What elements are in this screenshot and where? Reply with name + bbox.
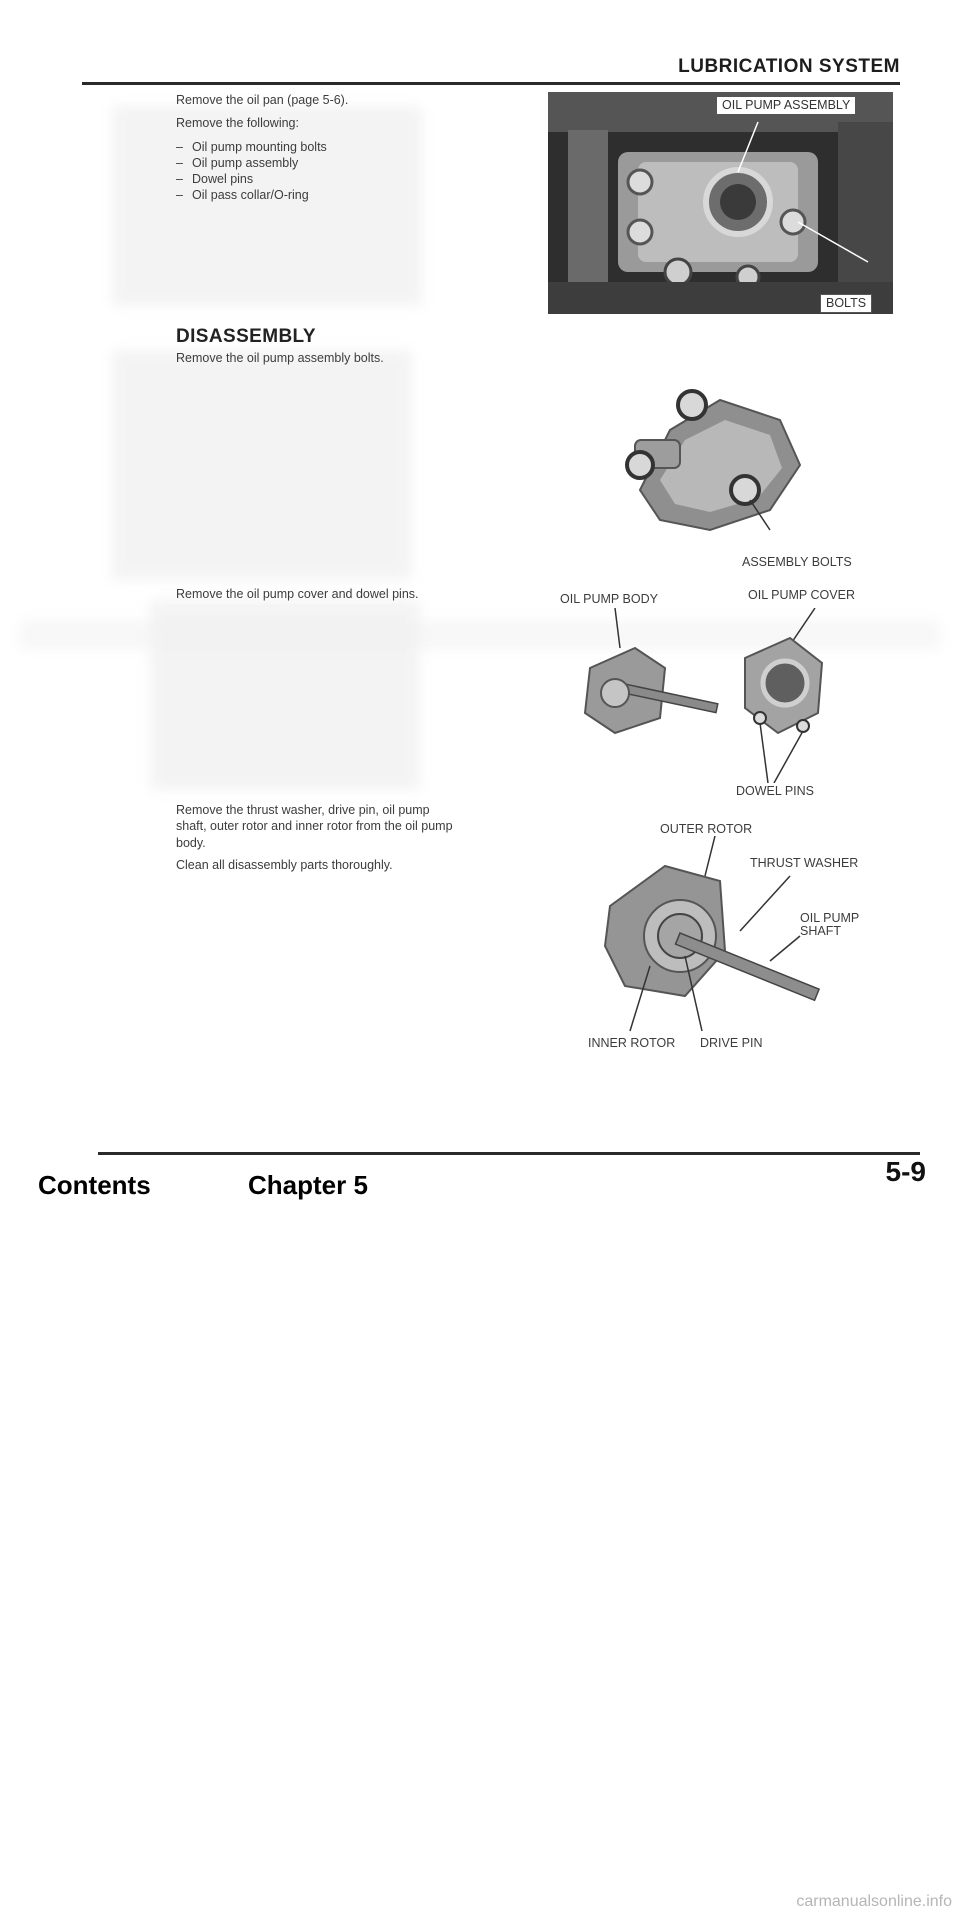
- disassembly-heading: DISASSEMBLY: [176, 326, 316, 347]
- label-thrust-washer: THRUST WASHER: [750, 856, 859, 870]
- list-item: – Oil pass collar/O-ring: [176, 187, 506, 203]
- label-assembly-bolts: ASSEMBLY BOLTS: [742, 555, 852, 569]
- step4-line3: body.: [176, 835, 206, 850]
- oil-pump-assembly-photo: [548, 92, 893, 314]
- header-rule: [82, 82, 900, 85]
- step3-text: Remove the oil pump cover and dowel pins.: [176, 587, 419, 601]
- engine-photo-illustration: [548, 92, 893, 314]
- callout-oil-pump-assembly: OIL PUMP ASSEMBLY: [716, 96, 856, 115]
- scan-smudge: [112, 350, 412, 580]
- assembly-bolts-figure: [600, 370, 820, 545]
- step4-text: [176, 802, 556, 873]
- list-item: – Oil pump mounting bolts: [176, 139, 506, 155]
- label-outer-rotor: OUTER ROTOR: [660, 822, 753, 836]
- step2-text: Remove the oil pump assembly bolts.: [176, 351, 384, 365]
- page-number: 5-9: [885, 1156, 926, 1187]
- chapter-link[interactable]: Chapter 5: [248, 1170, 368, 1200]
- watermark-url: carmanualsonline.info: [796, 1893, 952, 1910]
- step4-line1: Remove the thrust washer, drive pin, oil pump: [176, 803, 430, 817]
- footer-rule: [98, 1152, 920, 1155]
- removal-list: [176, 139, 506, 204]
- step1-text: [176, 92, 506, 204]
- list-item: – Oil pump assembly: [176, 155, 506, 171]
- rotor-shaft-figure: [590, 836, 850, 1036]
- contents-link[interactable]: Contents: [38, 1170, 151, 1200]
- label-shaft-line1: OIL PUMP: [800, 911, 860, 925]
- step1-line1: Remove the oil pan (page 5-6).: [176, 93, 349, 107]
- label-oil-pump-body: OIL PUMP BODY: [560, 592, 658, 606]
- list-item: – Dowel pins: [176, 171, 506, 187]
- section-title: LUBRICATION SYSTEM: [678, 56, 900, 77]
- body-cover-figure: [560, 608, 840, 783]
- step4-line2: shaft, outer rotor and inner rotor from the oil pump: [176, 819, 453, 834]
- step1-line2: Remove the following:: [176, 116, 299, 131]
- label-inner-rotor: INNER ROTOR: [588, 1036, 676, 1050]
- label-shaft-line2: SHAFT: [800, 924, 841, 939]
- step4-clean: Clean all disassembly parts thoroughly.: [176, 857, 393, 872]
- label-oil-pump-cover: OIL PUMP COVER: [748, 588, 855, 602]
- callout-bolts: BOLTS: [820, 294, 872, 313]
- label-dowel-pins: DOWEL PINS: [736, 784, 815, 798]
- label-drive-pin: DRIVE PIN: [700, 1036, 763, 1050]
